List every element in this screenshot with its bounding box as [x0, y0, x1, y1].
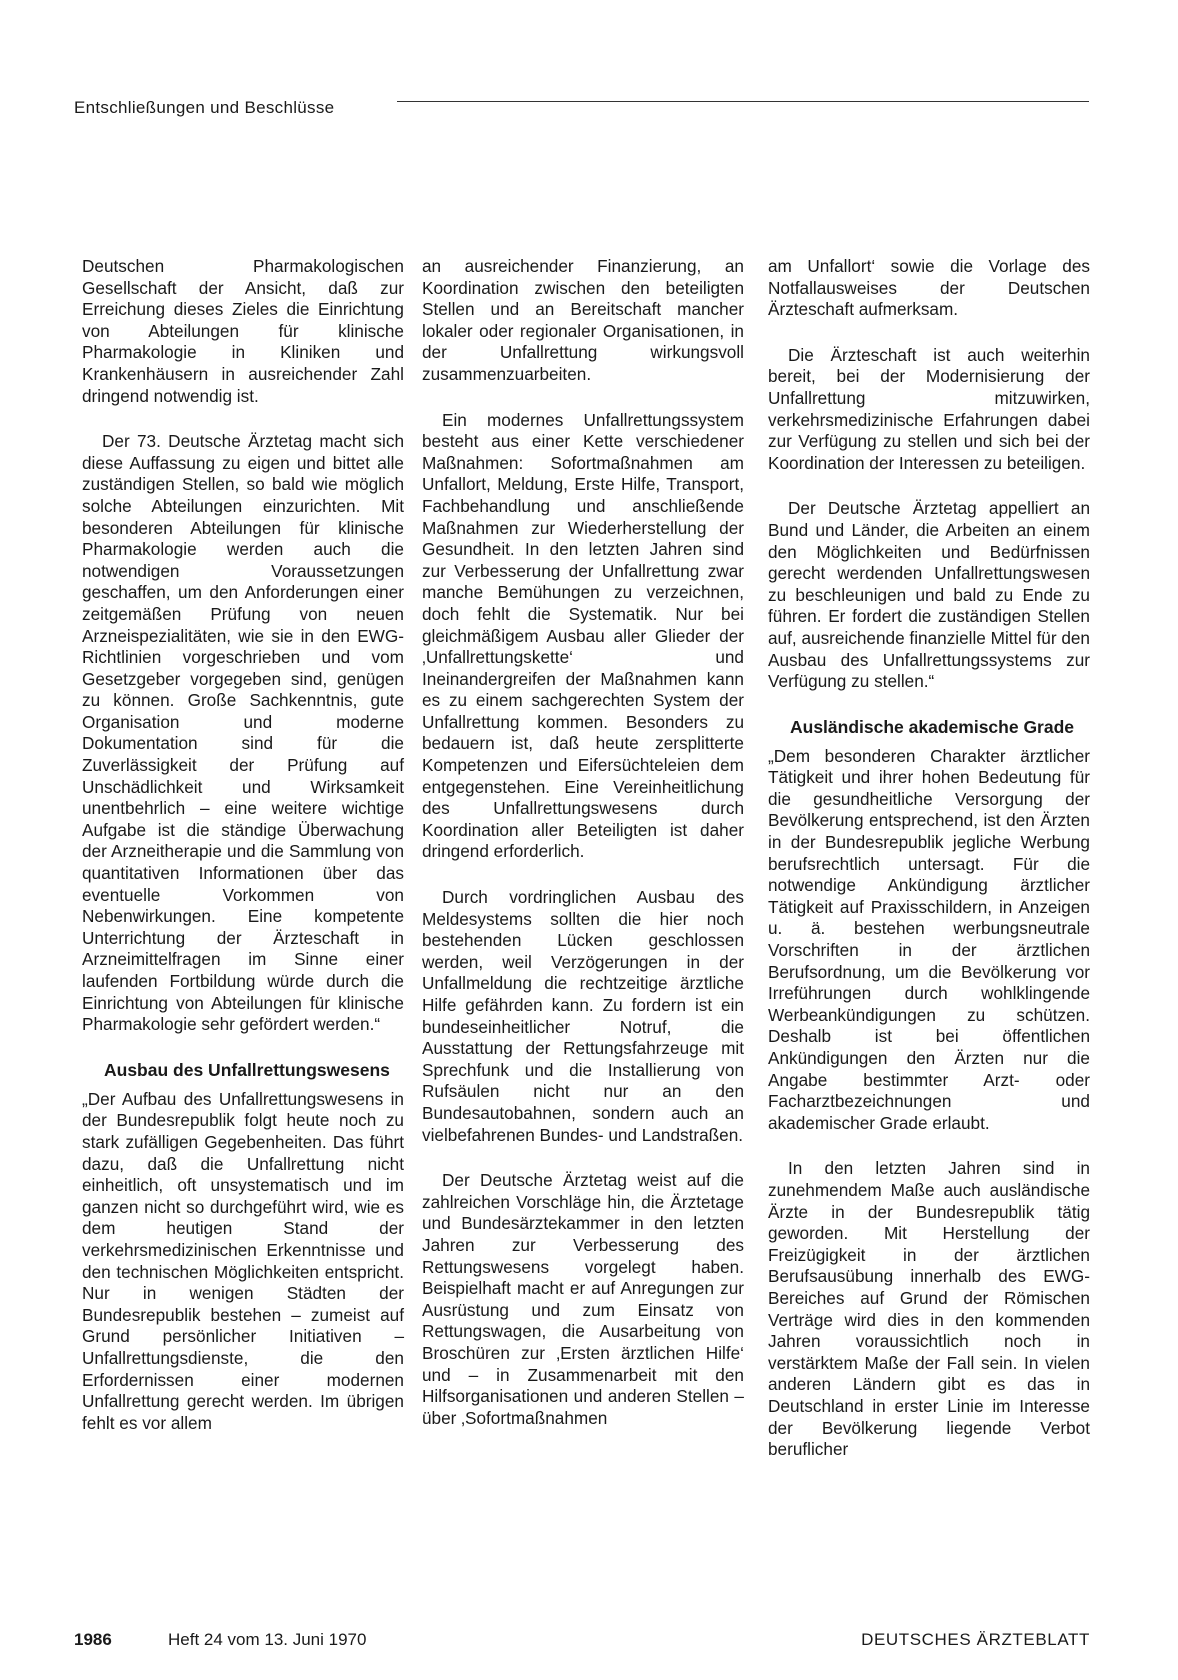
- text-column-3: [768, 256, 1090, 1485]
- issue-info: Heft 24 vom 13. Juni 1970: [168, 1630, 367, 1649]
- paragraph: Der 73. Deutsche Ärztetag macht sich diese Auffassung zu eigen und bittet alle zuständigen Stellen, so bald wie möglich solche Abteilungen einzurichten. Mit besonderen Abteilungen für klinische Pharmakologie werden auch die notwendigen Voraussetzungen geschaffen, um den Anforderungen einer zeitgemäßen Prüfung von neuen Arzneispezialitäten, wie sie in den EWG-Richtlinien vorgeschrieben und vom Gesetzgeber vorgegeben sind, genügen zu können. Große Sachkenntnis, gute Organisation und moderne Dokumentation sind für die Zuverlässigkeit der Prüfung auf Unschädlichkeit und Wirksamkeit unentbehrlich – eine weitere wichtige Aufgabe ist die ständige Überwachung der Arzneitherapie und die Sammlung von quantitativen Informationen über das eventuelle Vorkommen von Nebenwirkungen. Eine kompetente Unterrichtung der Ärzteschaft in Arzneimittelfragen im Sinne einer laufenden Fortbildung würde durch die Einrichtung von Abteilungen für klinische Pharmakologie sehr gefördert werden.“: [82, 431, 404, 1035]
- paragraph: „Der Aufbau des Unfallrettungswesens in der Bundesrepublik folgt heute noch zu stark zufälligen Gegebenheiten. Das führt dazu, daß die Unfallrettung nicht einheitlich, oft unsystematisch und im ganzen nicht so durchgeführt wird, wie es dem heutigen Stand der verkehrsmedizinischen Erkenntnisse und den technischen Möglichkeiten entspricht. Nur in wenigen Städten der Bundesrepublik bestehen – zumeist auf Grund persönlicher Initiativen – Unfallrettungsdienste, die den Erfordernissen einer modernen Unfallrettung gerecht werden. Im übrigen fehlt es vor allem: [82, 1088, 404, 1433]
- journal-name: DEUTSCHES ÄRZTEBLATT: [861, 1630, 1090, 1649]
- running-header: Entschließungen und Beschlüsse: [74, 98, 335, 117]
- paragraph: Durch vordringlichen Ausbau des Meldesystems sollten die hier noch bestehenden Lücken geschlossen werden, weil Verzögerungen in der Unfallmeldung die rechtzeitige ärztliche Hilfe gefährden kann. Zu fordern ist ein bundeseinheitlicher Notruf, die Ausstattung der Rettungsfahrzeuge mit Sprechfunk und die Installierung von Rufsäulen nicht nur an den Bundesautobahnen, sondern auch an vielbefahrenen Bundes- und Landstraßen.: [422, 887, 744, 1145]
- paragraph: am Unfallort‘ sowie die Vorlage des Notfallausweises der Deutschen Ärzteschaft aufmerksam.: [768, 256, 1090, 320]
- section-heading: Ausländische akademische Grade: [790, 716, 1075, 737]
- page-number: 1986: [74, 1630, 112, 1649]
- paragraph: Ein modernes Unfallrettungssystem besteht aus einer Kette verschiedener Maßnahmen: Sofortmaßnahmen am Unfallort, Meldung, Erste Hilfe, Transport, Fachbehandlung und anschließende Maßnahmen zur Wiederherstellung der Gesundheit. In den letzten Jahren sind zur Verbesserung der Unfallrettung zwar manche Bemühungen zu verzeichnen, doch fehlt die Systematik. Nur bei gleichmäßigem Ausbau aller Glieder der ‚Unfallrettungskette‘ und Ineinandergreifen der Maßnahmen kann es zu einem sachgerechten System der Unfallrettung kommen. Besonders zu bedauern ist, daß heute zersplitterte Kompetenzen und Eifersüchteleien dem entgegenstehen. Eine Vereinheitlichung des Unfallrettungswesens durch Koordination aller Beteiligten ist daher dringend erforderlich.: [422, 409, 744, 862]
- paragraph: Der Deutsche Ärztetag appelliert an Bund und Länder, die Arbeiten an einem den Möglichkeiten und Bedürfnissen gerecht werdenden Unfallrettungswesen zu beschleunigen und bald zu Ende zu führen. Er fordert die zuständigen Stellen auf, ausreichende finanzielle Mittel für den Ausbau des Unfallrettungssystems zur Verfügung zu stellen.“: [768, 498, 1090, 692]
- section-heading: Ausbau des Unfallrettungswesens: [104, 1059, 390, 1080]
- paragraph: „Dem besonderen Charakter ärztlicher Tätigkeit und ihrer hohen Bedeutung für die gesundheitliche Versorgung der Bevölkerung entsprechend, ist den Ärzten in der Bundesrepublik jegliche Werbung berufsrechtlich untersagt. Für die notwendige Ankündigung ärztlicher Tätigkeit auf Praxisschildern, in Anzeigen u. ä. bestehen werbungsneutrale Vorschriften in der ärztlichen Berufsordnung, um die Bevölkerung vor Irreführungen durch wohlklingende Werbeankündigungen zu schützen. Deshalb ist bei öffentlichen Ankündigungen den Ärzten nur die Angabe bestimmter Arzt- oder Facharztbezeichnungen und akademischer Grade erlaubt.: [768, 745, 1090, 1133]
- text-column-2: [422, 256, 744, 1453]
- text-column-1: [82, 256, 404, 1458]
- header-rule: [397, 101, 1089, 102]
- paragraph: Die Ärzteschaft ist auch weiterhin bereit, bei der Modernisierung der Unfallrettung mitzuwirken, verkehrsmedizinische Erfahrungen dabei zur Verfügung zu stellen und sich bei der Koordination der Interessen zu beteiligen.: [768, 344, 1090, 473]
- paragraph: In den letzten Jahren sind in zunehmendem Maße auch ausländische Ärzte in der Bundesrepublik tätig geworden. Mit Herstellung der Freizügigkeit in der ärztlichen Berufsausübung innerhalb des EWG-Bereiches auf Grund der Römischen Verträge wird dies in den kommenden Jahren voraussichtlich noch in verstärktem Maße der Fall sein. In vielen anderen Ländern gibt es das in Deutschland in erster Linie im Interesse der Bevölkerung liegende Verbot beruflicher: [768, 1158, 1090, 1460]
- paragraph: an ausreichender Finanzierung, an Koordination zwischen den beteiligten Stellen und an Bereitschaft mancher lokaler oder regionaler Organisationen, in der Unfallrettung wirkungsvoll zusammenzuarbeiten.: [422, 256, 744, 384]
- paragraph: Der Deutsche Ärztetag weist auf die zahlreichen Vorschläge hin, die Ärztetage und Bundesärztekammer in den letzten Jahren zur Verbesserung des Rettungswesens vorgelegt haben. Beispielhaft macht er auf Anregungen zur Ausrüstung und zum Einsatz von Rettungswagen, die Ausarbeitung von Broschüren zur ‚Ersten ärztlichen Hilfe‘ und – in Zusammenarbeit mit den Hilfsorganisationen und anderen Stellen – über ‚Sofortmaßnahmen: [422, 1170, 744, 1428]
- paragraph: Deutschen Pharmakologischen Gesellschaft der Ansicht, daß zur Erreichung dieses Zieles die Einrichtung von Abteilungen für klinische Pharmakologie in Kliniken und Krankenhäusern in ausreichender Zahl dringend notwendig ist.: [82, 256, 404, 406]
